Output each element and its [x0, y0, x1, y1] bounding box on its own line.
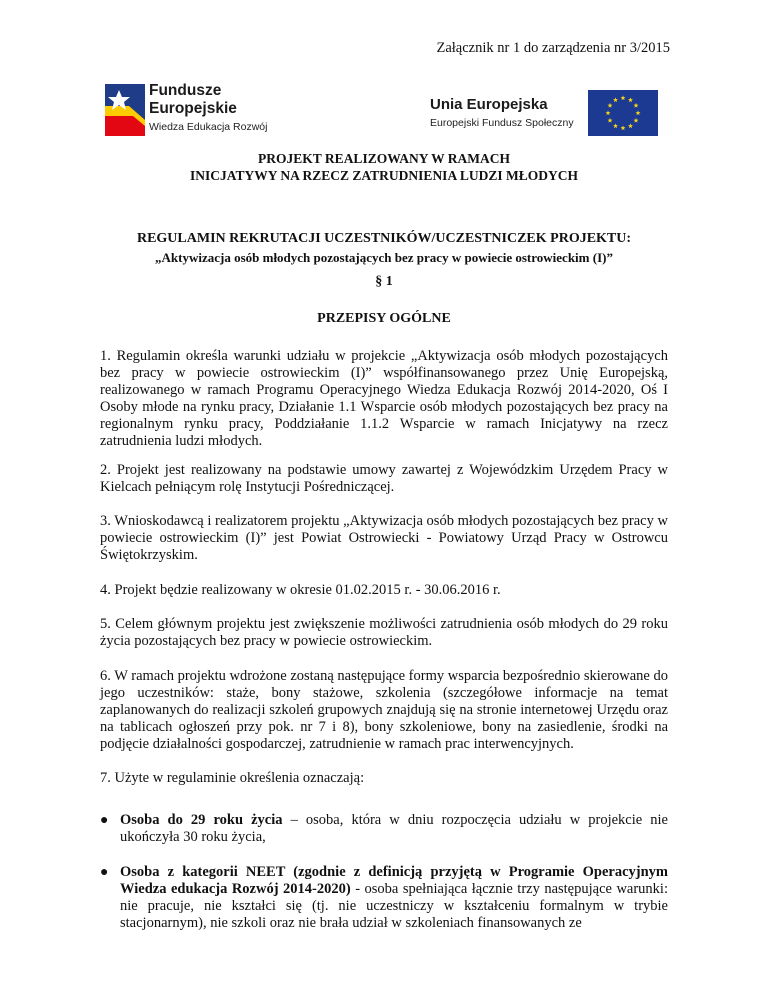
- regulation-subtitle: „Aktywizacja osób młodych pozostających bez pracy w powiecie ostrowieckim (I)”: [155, 250, 613, 265]
- bullet-text: - osoba spełniająca łącznie trzy następujące warunki: nie pracuje, nie kształci się (tj. nie uczestniczy w kształceniu formalnym w trybie stacjonarnym), nie szkoli oraz nie brała udział w szkoleniach finansowanych ze: [120, 881, 668, 931]
- fe-line1: Fundusze: [149, 82, 222, 99]
- fe-star-emblem-icon: [103, 82, 147, 138]
- bullet-dot-icon: ●: [100, 865, 109, 880]
- paragraph-3: 3. Wnioskodawcą i realizatorem projektu „Aktywizacja osób młodych pozostających bez pracy w powiecie ostrowieckim (I)” jest Powiat Ostrowiecki - Powiatowy Urząd Pracy w Ostrowcu Świętokrzyskim.: [100, 513, 668, 563]
- bullet-term: Osoba z kategorii NEET (zgodnie z definicją przyjętą w Programie Operacyjnym Wiedza edukacja Rozwój 2014-2020): [120, 864, 668, 897]
- paragraph-5: 5. Celem głównym projektu jest zwiększenie możliwości zatrudnienia osób młodych do 29 roku życia pozostających bez pracy w powiecie ostrowieckim.: [100, 616, 668, 649]
- project-header-line2: INICJATYWY NA RZECZ ZATRUDNIENIA LUDZI MŁODYCH: [190, 168, 578, 183]
- paragraph-1: 1. Regulamin określa warunki udziału w projekcie „Aktywizacja osób młodych pozostających bez pracy w powiecie ostrowieckim (I)” współfinansowanego przez Unię Europejską, realizowanego w ramach Programu Operacyjnego Wiedza Edukacja Rozwój 2014-2020, Oś I Osoby młode na rynku pracy, Działanie 1.1 Wsparcie osób młodych pozostających bez pracy na regionalnym rynku pracy, Poddziałanie 1.1.2 Wsparcie w ramach Inicjatywy na rzecz zatrudnienia ludzi młodych.: [100, 348, 668, 449]
- ue-subtitle: Europejski Fundusz Społeczny: [430, 117, 574, 129]
- section-sign: § 1: [375, 274, 393, 289]
- paragraph-7: 7. Użyte w regulaminie określenia oznaczają:: [100, 770, 365, 786]
- paragraph-4: 4. Projekt będzie realizowany w okresie 01.02.2015 r. - 30.06.2016 r.: [100, 582, 501, 598]
- bullet-term: Osoba do 29 roku życia: [120, 812, 283, 828]
- regulation-title: REGULAMIN REKRUTACJI UCZESTNIKÓW/UCZESTNICZEK PROJEKTU:: [136, 231, 632, 246]
- project-header: [100, 150, 668, 184]
- ue-title: Unia Europejska: [430, 96, 548, 113]
- project-header-line1: PROJEKT REALIZOWANY W RAMACH: [258, 151, 510, 166]
- annex-note: Załącznik nr 1 do zarządzenia nr 3/2015: [436, 40, 670, 56]
- fe-line2: Europejskie: [149, 100, 237, 117]
- fe-subtitle: Wiedza Edukacja Rozwój: [149, 121, 268, 133]
- bullet-text: – osoba, która w dniu rozpoczęcia udziału w projekcie nie ukończyła 30 roku życia,: [120, 812, 668, 845]
- unia-europejska-logo: [430, 90, 670, 136]
- eu-flag-icon: [588, 90, 658, 136]
- paragraph-6: 6. W ramach projektu wdrożone zostaną następujące formy wsparcia bezpośrednio skierowane do jego uczestników: staże, bony stażowe, szkolenia (szczegółowe informacje na temat zaplanowanych do realizacji szkoleń grupowych znajdują się na stronie internetowej Urzędu oraz na tablicach ogłoszeń przy pok. nr 7 i 8), bony szkoleniowe, bony na zasiedlenie, środki na podjęcie działalności gospodarczej, zatrudnienie w ramach prac interwencyjnych.: [100, 668, 668, 752]
- bullet-dot-icon: ●: [100, 813, 109, 828]
- paragraph-2: 2. Projekt jest realizowany na podstawie umowy zawartej z Wojewódzkim Urzędem Pracy w Kielcach pełniącym rolę Instytucji Pośredniczącej.: [100, 462, 668, 495]
- fundusze-europejskie-logo: [103, 82, 303, 138]
- section-title: PRZEPISY OGÓLNE: [317, 311, 451, 326]
